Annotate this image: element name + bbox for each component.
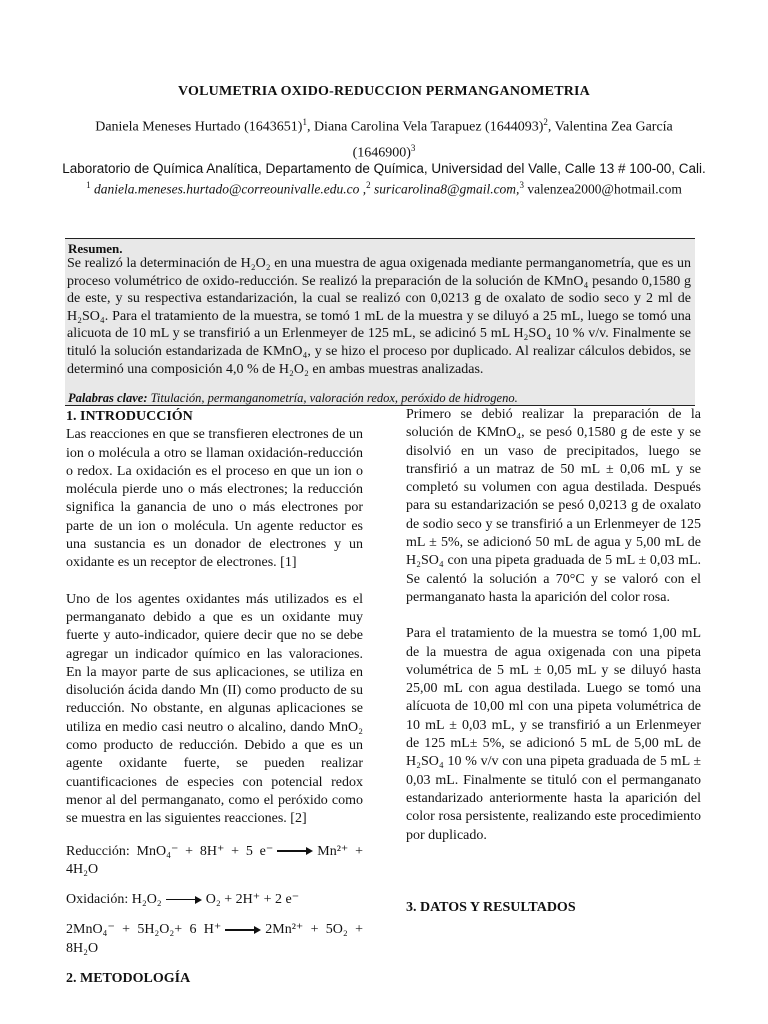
intro-paragraph-2: Uno de los agentes oxidantes más utilizados es el permanganato debido a que es un oxidante muy fuerte y auto-indicador, quiere decir que no se debe agregar un indicador químico en las valoraciones. En la mayor parte de sus aplicaciones, se utiliza en disolución ácida dando Mn (II) como producto de su reducción. No obstante, en algunas aplicaciones se utiliza en medio casi neutro o alcalino, dando MnO₂ como producto de reducción. Debido a que es un agente oxidante fuerte, se pueden realizar cuantificaciones de especies con potencial redox menor al del permanganato, como el peróxido como se muestra en las siguientes reacciones. [2] bbox=[66, 591, 363, 827]
introduction-heading: 1. INTRODUCCIÓN bbox=[66, 409, 193, 424]
eq-overall-left: 2MnO₄⁻ + 5H₂O₂+ 6 H⁺ bbox=[66, 922, 222, 938]
abstract-heading: Resumen. bbox=[68, 241, 123, 256]
left-column bbox=[66, 408, 363, 988]
eq-overall-right: 2Mn²⁺ + 5O₂ + 8H₂O bbox=[66, 922, 363, 956]
equation-reduction bbox=[66, 843, 363, 880]
paper-title: VOLUMETRIA OXIDO-REDUCCION PERMANGANOMETRIA bbox=[178, 84, 590, 99]
methodology-heading: 2. METODOLOGÍA bbox=[66, 971, 191, 987]
author-2: , Diana Carolina Vela Tarapuez (1644093) bbox=[306, 119, 544, 135]
email-list bbox=[0, 180, 768, 198]
email-3[interactable]: valenzea2000@hotmail.com bbox=[523, 181, 682, 197]
abstract-box bbox=[65, 238, 695, 406]
eq-oxidation-right: O₂ + 2H⁺ + 2 e⁻ bbox=[205, 892, 300, 908]
reaction-arrow-icon bbox=[225, 926, 261, 934]
email-3-marker: 3 bbox=[519, 180, 524, 190]
email-2[interactable]: suricarolina8@gmail.com, bbox=[370, 181, 520, 197]
method-paragraph-2: Para el tratamiento de la muestra se tomó 1,00 mL de la muestra de agua oxigenada con una pipeta volumétrica de 5 mL ± 0,05 mL y se diluyó hasta 25,00 mL con agua destilada. Luego se tomó una alícuota de 10,00 ml con una pipeta volumétrica de 10 mL ± 0,03 mL, y se transfirió a un Erlenmeyer de 125 mL± 5%, se adicionó 5 mL de 5,00 mL de H₂SO₄ 10 % v/v con una pipeta graduada de 5 mL ± 0,03 mL. Finalmente se tituló con el permanganato estandarizado anteriormente hasta la aparición del color rosa persistente, realizando este procedimiento por duplicado. bbox=[406, 626, 701, 843]
reaction-arrow-icon bbox=[166, 896, 202, 904]
method-paragraph-1: Primero se debió realizar la preparación de la solución de KMnO₄, se pesó 0,1580 g de este y se disolvió en un vaso de precipitados, luego se transfirió a un matraz de 50 mL ± 0,06 mL y se completó su volumen con agua destilada. Después para su estandarización se pesó 0,0213 g de oxalato de sodio seco y se transfirió a un Erlenmeyer de 125 mL ± 5%, se adicionó 50 mL de agua y 5,00 mL de H₂SO₄ con una pipeta graduada de 5 mL ± 0,03 mL. Se calentó la solución a 70°C y se valoró con el permanganato hasta la aparición del color rosa. bbox=[406, 407, 701, 605]
author-1: Daniela Meneses Hurtado (1643651) bbox=[95, 119, 303, 135]
equation-oxidation bbox=[66, 891, 363, 909]
intro-paragraph-1: Las reacciones en que se transfieren electrones de un ion o molécula a otro se llaman oxidación-reducción o redox. La oxidación es el proceso en que un ion o molécula pierde uno o más electrones; la reducción significa la ganancia de uno o más electrones por parte de un ion o molécula. Un agente reductor es una sustancia es un donador de electrones y un oxidante es un receptor de electrones. [1] bbox=[66, 427, 363, 571]
abstract-body: Se realizó la determinación de H₂O₂ en una muestra de agua oxigenada mediante permanganometría, que es un proceso volumétrico de oxido-reducción. Se realizó la preparación de la solución de KMnO₄ pesando 0,1580 g de este, y su respectiva estandarización, la cual se realizó con 0,0213 g de oxalato de sodio seco y 2 ml de H₂SO₄. Para el tratamiento de la muestra, se tomó 1 mL de la muestra y se diluyó a 25 mL, luego se tomó una alicuota de 10 mL y se transfirió a un Erlenmeyer de 125 mL, se adicinó 5 mL H₂SO₄ 10 % v/v. Finalmente se tituló la solución estandarizada de KMnO₄, y se hizo el proceso por duplicado. Al realizar cálculos debidos, se determinó una composición 4,0 % de H₂O₂ en ambas muestras analizadas. bbox=[67, 256, 691, 377]
reaction-arrow-icon bbox=[277, 847, 313, 855]
keywords-text: Titulación, permanganometría, valoración redox, peróxido de hidrogeno. bbox=[147, 391, 518, 405]
author-1-affil: 1 bbox=[302, 117, 307, 127]
keywords-label: Palabras clave: bbox=[68, 391, 148, 405]
affiliation: Laboratorio de Química Analítica, Departamento de Química, Universidad del Valle, Calle 13 # 100-00, Cali. bbox=[62, 161, 706, 176]
author-3: , Valentina Zea García (1646900) bbox=[352, 119, 673, 161]
eq-reduction-left: Reducción: MnO₄⁻ + 8H⁺ + 5 e⁻ bbox=[66, 843, 274, 859]
keywords bbox=[68, 391, 518, 406]
email-1-marker: 1 bbox=[86, 180, 91, 190]
author-list bbox=[70, 112, 698, 163]
email-1[interactable]: daniela.meneses.hurtado@correounivalle.edu.co , bbox=[90, 181, 367, 197]
author-3-affil: 3 bbox=[410, 142, 416, 153]
results-heading: 3. DATOS Y RESULTADOS bbox=[406, 899, 576, 915]
right-column bbox=[406, 406, 701, 917]
email-2-marker: 2 bbox=[366, 180, 371, 190]
eq-oxidation-left: Oxidación: H₂O₂ bbox=[66, 892, 162, 908]
equation-overall bbox=[66, 921, 363, 958]
eq-reduction-right: Mn²⁺ + 4H₂O bbox=[66, 843, 363, 877]
author-2-affil: 2 bbox=[543, 117, 548, 127]
